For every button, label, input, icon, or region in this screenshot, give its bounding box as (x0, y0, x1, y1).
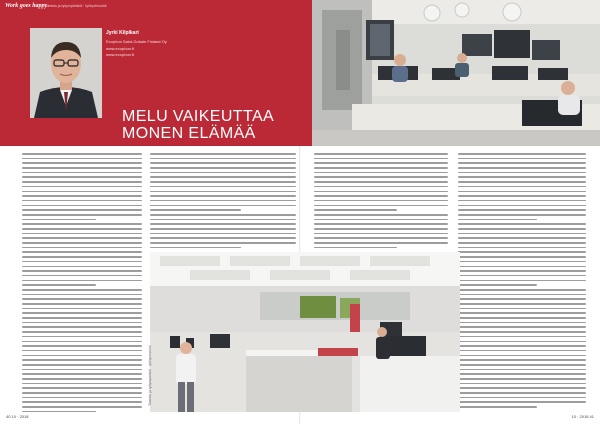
article-column-3 (314, 153, 448, 251)
author-name: Jyrki Kilpikari (106, 30, 139, 36)
author-web-2: www.ecophon.fi (106, 52, 135, 57)
author-portrait (30, 28, 102, 118)
office-image (150, 252, 460, 412)
running-head: Toimisto ja työympäristöt · työhyvinvointi (44, 4, 107, 8)
portrait-image (30, 28, 102, 118)
control-room-photo (312, 0, 600, 146)
author-web-1: www.ecophon.fi (106, 45, 135, 51)
headline (122, 108, 274, 142)
control-room-image (312, 0, 600, 146)
folio-right: 10 · 2018 41 (571, 414, 594, 419)
kicker: Work goes happy (5, 3, 48, 9)
article-column-2 (150, 153, 296, 251)
author-info (106, 30, 167, 59)
article-column-1 (22, 153, 142, 416)
folio-left: 40 10 · 2018 (6, 414, 29, 419)
header-band (0, 0, 312, 146)
article-column-4 (458, 153, 586, 411)
headline-line-1: MELU VAIKEUTTAA (122, 108, 275, 125)
photo-credit-text: Toimisto ja työympäristöt · työhyvinvointi (148, 345, 152, 406)
office-photo (150, 252, 460, 412)
headline-line-2: MONEN ELÄMÄÄ (122, 125, 256, 142)
photo-credit-vertical (148, 256, 154, 406)
author-company: Ecophon Saint-Gobain Finland Oy (106, 39, 167, 44)
